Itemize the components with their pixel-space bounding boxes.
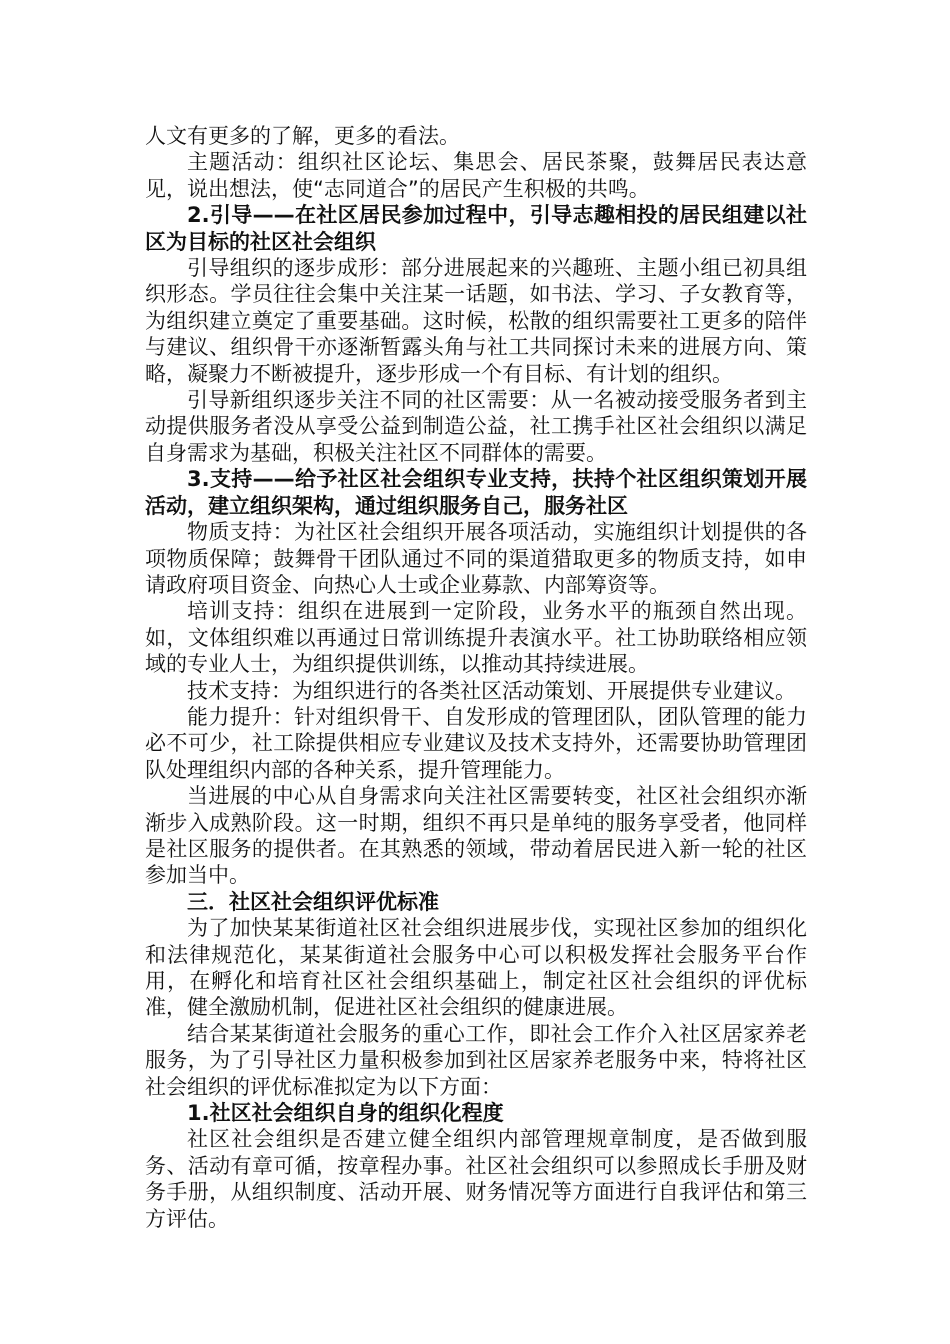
paragraph-theme-activity: 主题活动：组织社区论坛、集思会、居民茶聚，鼓舞居民表达意见，说出想法，使“志同道合”的居民产生积极的共鸣。	[145, 150, 807, 201]
paragraph-evaluation-intro: 为了加快某某街道社区社会组织进展步伐，实现社区参加的组织化和法律规范化，某某街道社会服务中心可以积极发挥社会服务平台作用，在孵化和培育社区社会组织基础上，制定社区社会组织的评优标准，健全激励机制，促进社区社会组织的健康进展。	[145, 916, 807, 1020]
paragraph-material-support: 物质支持：为社区社会组织开展各项活动，实施组织计划提供的各项物质保障；鼓舞骨干团队通过不同的渠道猎取更多的物质支持，如申请政府项目资金、向热心人士或企业募款、内部筹资等。	[145, 520, 807, 597]
paragraph-guide-needs: 引导新组织逐步关注不同的社区需要：从一名被动接受服务者到主动提供服务者没从享受公益到制造公益，社工携手社区社会组织以满足自身需求为基础，积极关注社区不同群体的需要。	[145, 388, 807, 465]
document-body	[145, 123, 807, 1232]
heading-organization-level: 1.社区社会组织自身的组织化程度	[187, 1101, 504, 1126]
paragraph-guide-formation: 引导组织的逐步成形：部分进展起来的兴趣班、主题小组已初具组织形态。学员往往会集中关注某一话题，如书法、学习、子女教育等，为组织建立奠定了重要基础。这时候，松散的组织需要社工更多的陪伴与建议、组织骨干亦逐渐暂露头角与社工共同探讨未来的进展方向、策略，凝聚力不断被提升，逐步形成一个有目标、有计划的组织。	[145, 256, 807, 386]
paragraph-technical-support: 技术支持：为组织进行的各类社区活动策划、开展提供专业建议。	[187, 678, 796, 703]
paragraph-capacity-building: 能力提升：针对组织骨干、自发形成的管理团队，团队管理的能力必不可少，社工除提供相应专业建议及技术支持外，还需要协助管理团队处理组织内部的各种关系，提升管理能力。	[145, 704, 807, 782]
heading-guide: 2.引导——在社区居民参加过程中，引导志趣相投的居民组建以社区为目标的社区社会组织	[145, 203, 807, 254]
paragraph-maturity: 当进展的中心从自身需求向关注社区需要转变，社区社会组织亦渐渐步入成熟阶段。这一时期，组织不再只是单纯的服务享受者，他同样是社区服务的提供者。在其熟悉的领域，带动着居民进入新一轮的社区参加当中。	[145, 784, 807, 888]
paragraph-organization-level: 社区社会组织是否建立健全组织内部管理规章制度，是否做到服务、活动有章可循，按章程办事。社区社会组织可以参照成长手册及财务手册，从组织制度、活动开展、财务情况等方面进行自我评估和第三方评估。	[145, 1127, 807, 1231]
paragraph-evaluation-focus: 结合某某街道社会服务的重心工作，即社会工作介入社区居家养老服务，为了引导社区力量积极参加到社区居家养老服务中来，特将社区社会组织的评优标准拟定为以下方面：	[145, 1021, 807, 1099]
paragraph-training-support: 培训支持：组织在进展到一定阶段，业务水平的瓶颈自然出现。如，文体组织难以再通过日常训练提升表演水平。社工协助联络相应领域的专业人士，为组织提供训练，以推动其持续进展。	[145, 599, 807, 677]
paragraph-continuation: 人文有更多的了解，更多的看法。	[145, 124, 460, 148]
heading-section-three: 三．社区社会组织评优标准	[187, 889, 439, 914]
heading-support: 3.支持——给予社区社会组织专业支持，扶持个社区组织策划开展活动，建立组织架构，通过组织服务自己，服务社区	[145, 467, 807, 518]
